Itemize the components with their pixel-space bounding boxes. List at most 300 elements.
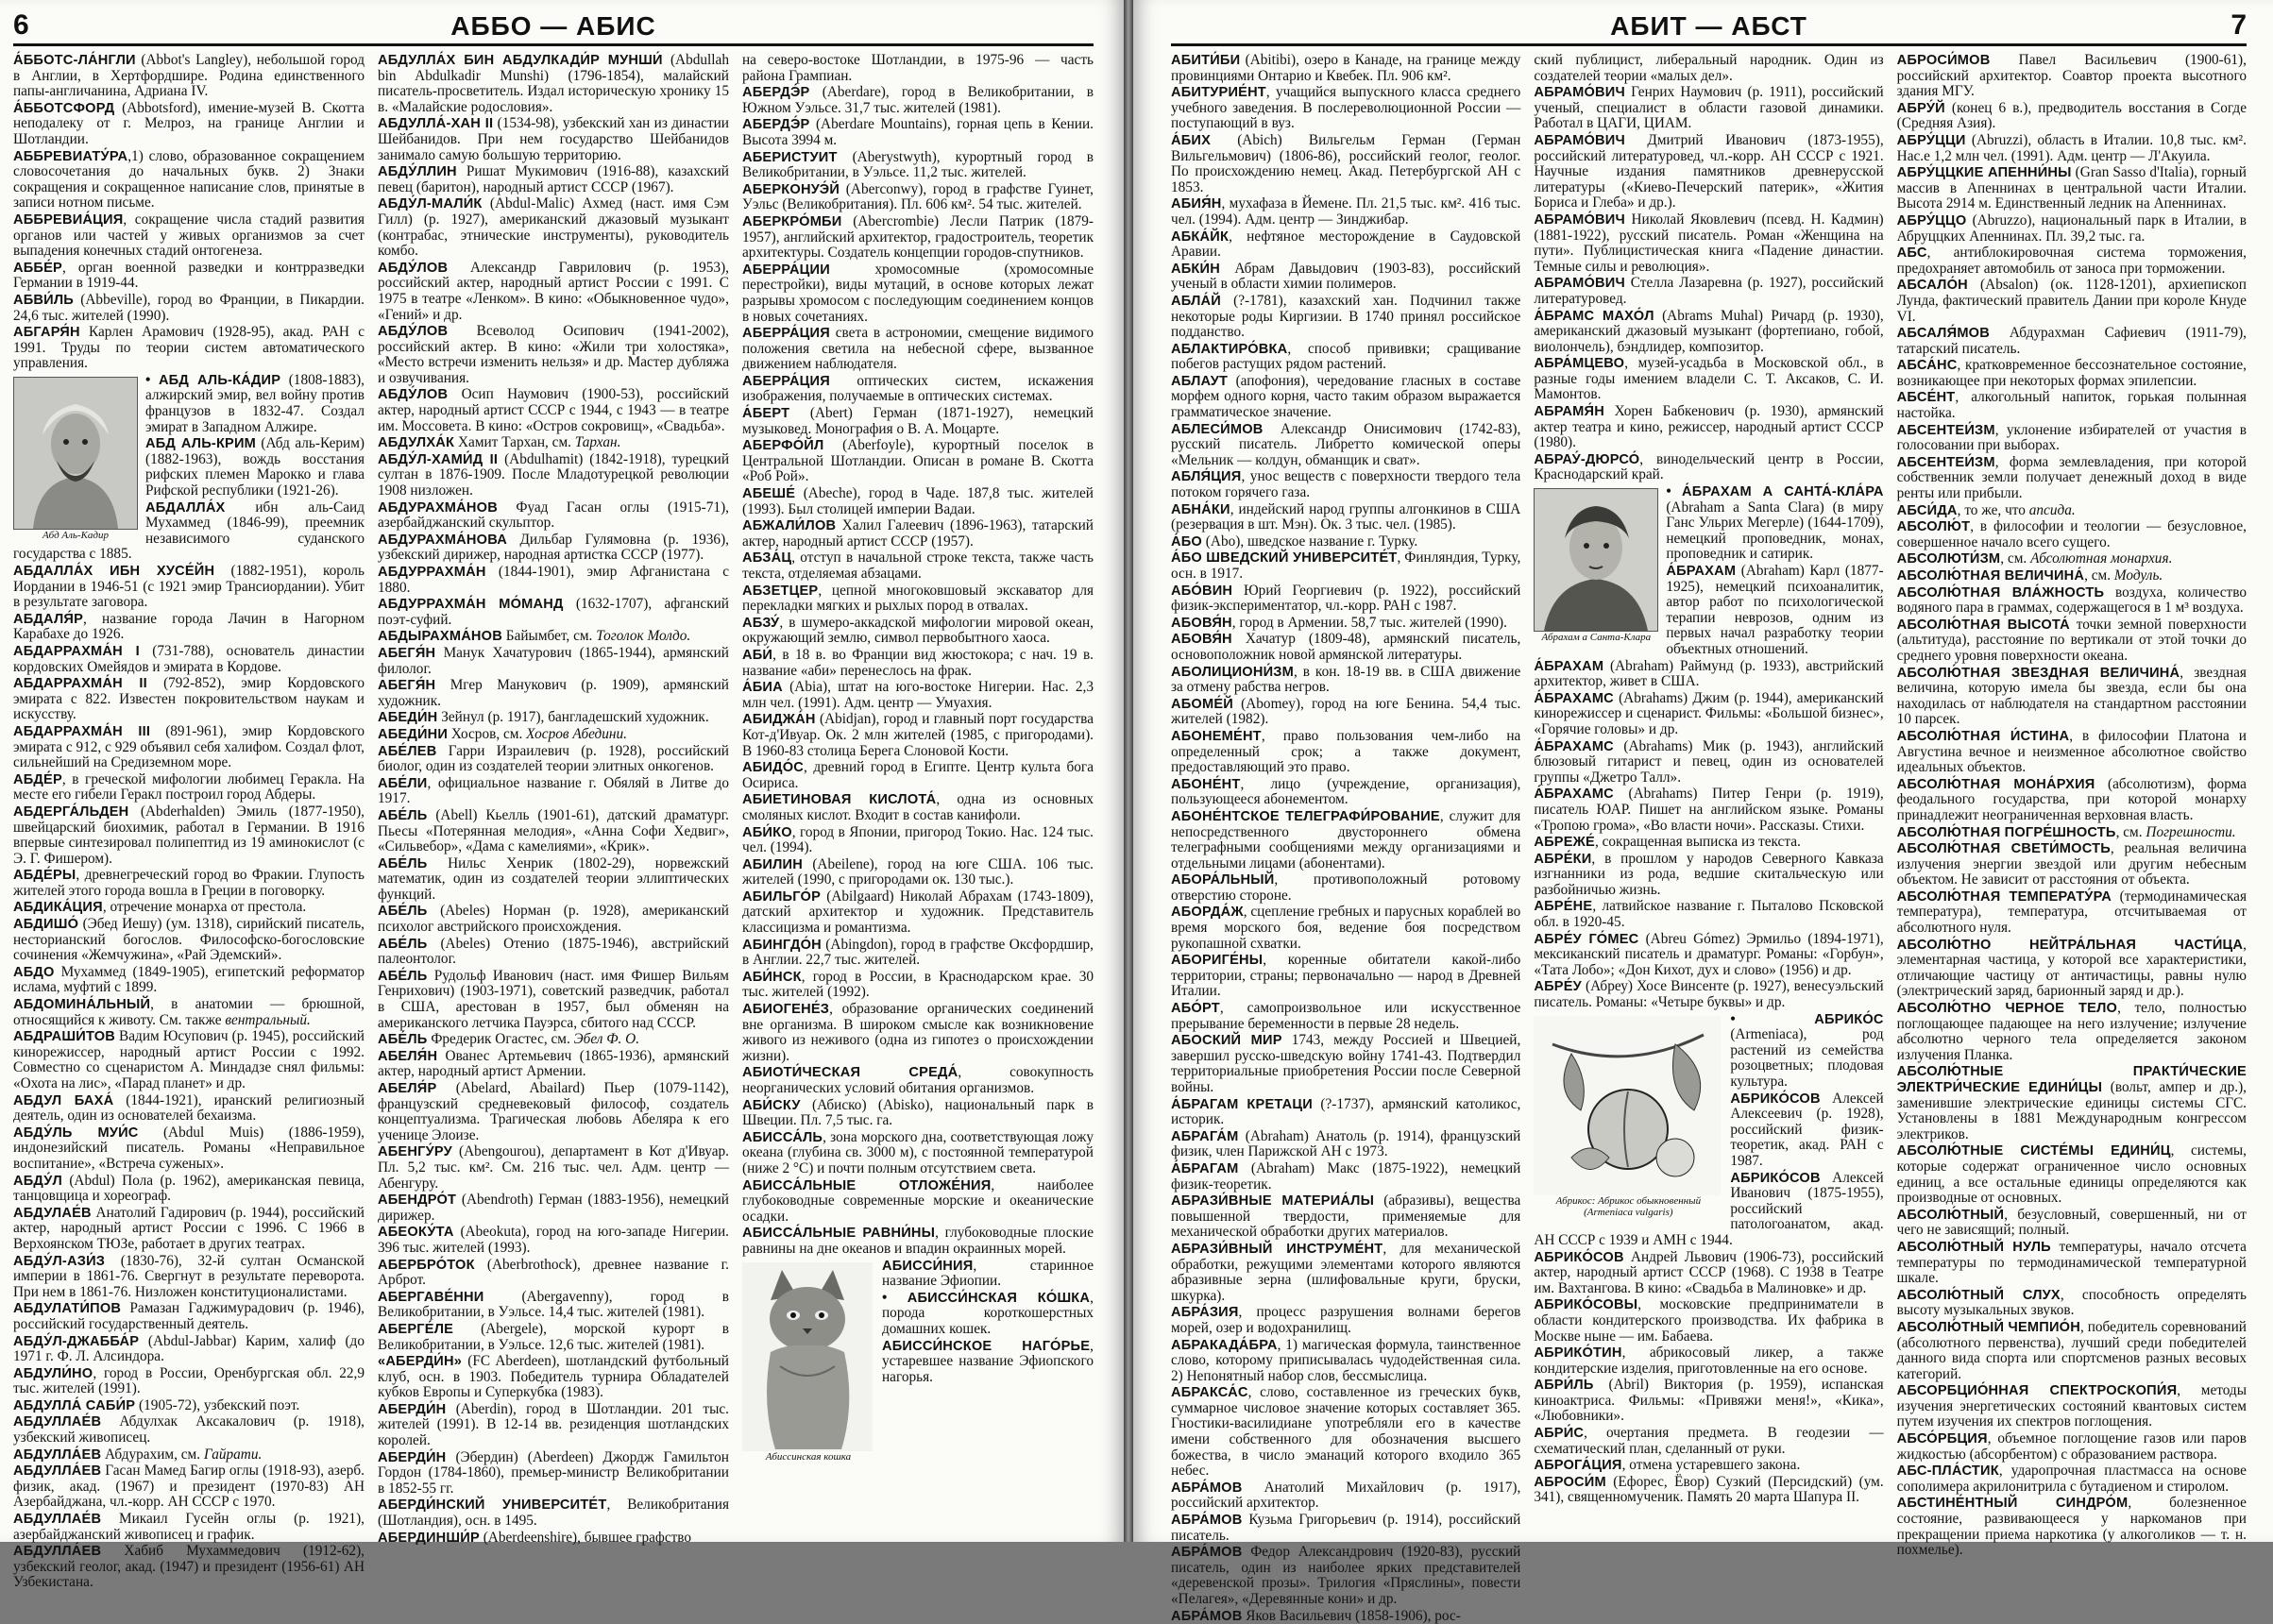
dictionary-entry (378, 808, 729, 855)
dictionary-entry (1534, 1378, 1883, 1425)
entry-definition: Ришат Мукимович (1916-88), казахский певец (баритон), народный артист СССР (1967). (378, 163, 729, 195)
dictionary-entry (378, 1225, 729, 1256)
entry-definition: (Abdul) Пола (р. 1962), американская певица, танцовщица и хореограф. (13, 1172, 365, 1205)
entry-headword: АБДУ́ЛОВ (378, 260, 449, 276)
entry-headword: АБДУРРАХМА́Н МО́МАНД (378, 597, 564, 613)
entry-headword: АБСОЛЮ́ТНАЯ ТЕМПЕРАТУ́РА (1896, 888, 2112, 905)
dictionary-entry (1897, 53, 2247, 100)
entry-definition: Юрий Георгиевич (р. 1922), российский физик-экспериментатор, чл.-корр. РАН с 1987. (1171, 582, 1521, 615)
dictionary-entry (1897, 101, 2247, 132)
entry-headword: АБРУ́ЦЦКИЕ АПЕННИ́НЫ (1896, 165, 2072, 181)
dictionary-entry (378, 727, 729, 743)
dictionary-entry (378, 261, 729, 323)
dictionary-entry (1171, 905, 1520, 952)
entry-definition: Дмитрий Иванович (1873-1955), российский литературовед, чл.-корр. АН СССР с 1921. Научные издания памятников древнерусской литературы («Киево-Печерский патерик», «Жития Бориса и Глеба» и др.). (1534, 131, 1884, 211)
dictionary-entry (378, 1497, 729, 1529)
entry-headword: АБЕРГЕ́ЛЕ (378, 1321, 454, 1337)
entry-headword: АББРЕВИА́ЦИЯ (13, 211, 124, 228)
dictionary-entry (1897, 551, 2247, 567)
entry-definition: (Aberdare), город в Великобритании, в Южном Уэльсе. 31,7 тыс. жителей (1981). (742, 84, 1094, 116)
dictionary-entry (1171, 1097, 1520, 1128)
entry-definition: , в греческой мифологии любимец Геракла. На месте его гибели Геракл построил город Абдеры. (13, 770, 365, 804)
dictionary-entry (1897, 390, 2247, 421)
entry-headword: АБРУ́Й (1896, 100, 1945, 116)
entry-headword: АБС-ПЛА́СТИК (1896, 1463, 1999, 1480)
dictionary-entry (742, 616, 1094, 647)
entry-definition: , процесс разрушения волнами берегов морей, озер и водохранилищ. (1171, 1304, 1521, 1336)
dictionary-entry (1171, 584, 1520, 615)
dictionary-entry (13, 1174, 365, 1205)
entry-headword: АБДУ́Л-МАЛИ́К (378, 196, 483, 212)
entry-headword: АБИ́СКУ (742, 1097, 801, 1113)
entry-definition: (Abergele), морской курорт в Великобритании, в Уэльсе. 12,6 тыс. жителей (1981). (378, 1320, 729, 1353)
dictionary-entry (742, 518, 1094, 550)
entry-headword: АБСОЛЮ́ТНЫЙ СЛУХ (1896, 1287, 2061, 1303)
dictionary-entry (1534, 404, 1883, 451)
dictionary-entry (1534, 835, 1883, 851)
figure-caption: Абрахам а Санта-Клара (1541, 632, 1652, 644)
entry-definition: ,1) слово, образованное сокращением словосочетания до начальных букв. 2) Знаки сокращения и сокращенное написание слов, принятые в записи нотном письме. (13, 147, 365, 211)
entry-definition: , см. (2115, 823, 2146, 840)
dictionary-entry (1897, 1288, 2247, 1319)
entry-definition: (792-852), эмир Кордовского эмирата с 822. Известен покровительством наукам и искусству. (13, 675, 365, 723)
entry-definition: (Abraham) Анатоль (р. 1914), французский физик, член Парижской АН с 1973. (1171, 1127, 1521, 1160)
entry-definition: 1743, между Россией и Швецией, завершил русско-шведскую войну 1741-43. Подтвердил территориальные приобретения России после Северной войны. (1171, 1032, 1521, 1095)
entry-definition: , тело, полностью поглощающее падающее на него излучение; излучение абсолютно черного тела определяется законом излучения Планка. (1896, 1000, 2247, 1063)
entry-headword: АБСОЛЮ́ТНАЯ МОНА́РХИЯ (1896, 776, 2095, 792)
entry-definition: Хорен Бабкенович (р. 1930), армянский актер театра и кино, режиссер, народный артист СССР (1980). (1534, 403, 1884, 451)
dictionary-entry (742, 117, 1094, 148)
entry-headword: АБДУЛЛА́ЕВ (13, 1544, 102, 1560)
entry-definition: (Abreu Gómez) Эрмильо (1894-1971), мексиканский писатель и драматург. Романы: «Горбун», «Тата Лобо»; «Дон Кихот, дух и слово» (1956) и др. (1534, 930, 1884, 978)
dictionary-entry (378, 387, 729, 434)
dictionary-entry (742, 825, 1094, 856)
entry-definition: (Абд аль-Керим) (1882-1963), вождь восстания рифских племен Марокко и глава Рифской республики (1921-26). (145, 435, 365, 499)
dictionary-entry (378, 937, 729, 968)
entry-definition: , унос веществ с поверхности твердого тела потоком горячего газа. (1171, 468, 1521, 501)
entry-headword: АБЕРБРО́ТОК (378, 1257, 475, 1273)
entry-definition: , очертания предмета. В геодезии — схематический план, сделанный от руки. (1534, 1425, 1884, 1457)
entry-cross-reference: Эбел Ф. О. (573, 1031, 640, 1048)
dictionary-entry (1897, 1208, 2247, 1239)
dictionary-entry (1534, 1426, 1883, 1457)
entry-headword: АБЕРРА́ЦИЯ (742, 373, 830, 389)
entry-definition: (Abruzzi), область в Италии. 10,8 тыс. км². Нас.е 1,2 млн чел. (1991). Адм. центр — Л'Акуила. (1896, 131, 2247, 164)
entry-headword: АБИДО́С (742, 760, 805, 776)
entry-headword: АБДАЛЛА́Х (145, 499, 226, 516)
entry-headword: А́БИХ (1171, 132, 1212, 148)
dictionary-entry (1171, 502, 1520, 533)
entry-definition: Абдулхак Аксакалович (р. 1918), узбекский живописец. (13, 1413, 365, 1446)
entry-definition: (Aberdeenshire), бывшее графство (479, 1529, 692, 1546)
entry-definition: (Абиско) (Abisko), национальный парк в Швеции. Пл. 7,5 тыс. га. (742, 1096, 1094, 1129)
dictionary-entry (13, 261, 365, 292)
entry-definition: (Abraham) Раймунд (р. 1933), австрийский архитектор, живет в США. (1534, 657, 1884, 690)
dictionary-entry (742, 680, 1094, 711)
entry-definition: Николай Яковлевич (псевд. Н. Кадмин) (1881-1922), русский писатель. Роман «Женщина на пути». Публицистическая книга «Падение династии. Темные силы и революция». (1534, 211, 1884, 275)
entry-headword: АББРЕВИАТУ́РА (13, 148, 128, 164)
dictionary-entry (742, 760, 1094, 791)
entry-definition: (термодинамическая температура), температура, отсчитываемая от абсолютного нуля. (1896, 888, 2247, 937)
dictionary-entry (378, 53, 729, 115)
dictionary-entry (1534, 1250, 1883, 1297)
entry-headword: АБРИКО́СОВ (1730, 1170, 1821, 1186)
entry-headword: АБРАМО́ВИЧ (1534, 276, 1625, 292)
entry-headword: АБДУЛЛАЕ́В (13, 1414, 102, 1430)
left-page (0, 0, 1124, 1591)
dictionary-entry (742, 970, 1094, 1001)
entry-definition: Карлен Арамович (1928-95), акад. РАН с 1991. Труды по теории систем автоматического управления. (13, 324, 365, 372)
dictionary-entry (13, 804, 365, 867)
dictionary-entry (1897, 165, 2247, 212)
dictionary-entry (378, 500, 729, 532)
entry-definition: , в 18 в. во Франции вид жюстокора; с нач. 19 в. название «аби» перенеслось на фрак. (742, 646, 1094, 679)
entry-definition: , древнегреческий город во Фракии. Глупость жителей этого города вошла в Греции в поговорку. (13, 867, 365, 899)
dictionary-entry (1171, 1609, 1520, 1624)
entry-headword: АБЗЕТЦЕР (742, 583, 819, 599)
entry-headword: АБИЯ́Н (1171, 196, 1222, 212)
entry-definition: (Abo), шведское название г. Турку. (1201, 533, 1418, 550)
entry-definition: , в кон. 18-19 вв. в США движение за отмену рабства негров. (1171, 663, 1521, 696)
entry-headword: АБСИ́ДА (1896, 502, 1958, 518)
entry-headword: АБС (1896, 245, 1927, 262)
entry-headword: АБСОЛЮ́ТНЫЕ СИСТЕ́МЫ ЕДИНИ́Ц (1896, 1143, 2171, 1159)
dictionary-entry (13, 1254, 365, 1301)
entry-cross-reference: Хосров Абедини. (526, 725, 627, 742)
dictionary-entry (1897, 1383, 2247, 1430)
dictionary-entry (378, 776, 729, 807)
portrait-image (1534, 488, 1658, 632)
entry-headword: А́БЕРТ (742, 406, 790, 422)
entry-headword: АБЕЛЯ́Н (378, 1048, 438, 1064)
entry-definition: , право пользования чем-либо на определенный срок; а также документ, предоставляющий это право. (1171, 727, 1521, 776)
entry-headword: АБЕГЯ́Н (378, 645, 436, 661)
dictionary-entry (378, 533, 729, 564)
entry-definition: (Abrahams) Мик (р. 1943), английский блюзовый гитарист и певец, один из основателей группы «Джетро Талл». (1534, 737, 1884, 786)
entry-definition: Генрих Наумович (р. 1911), российский ученый, специалист в области газовой динамики. Работал в ЦАГИ, ЦИАМ. (1534, 84, 1884, 132)
dictionary-entry (378, 1193, 729, 1224)
figure-caption: Абиссинская кошка (765, 1450, 852, 1463)
entry-definition: Абрам Давыдович (1903-83), российский ученый в области химии полимеров. (1171, 260, 1521, 293)
dictionary-entry (1897, 729, 2247, 776)
entry-definition: точки земной поверхности (альтитуда), расстояние по вертикали от этой точки до среднего уровня поверхности океана. (1896, 616, 2247, 664)
entry-cross-reference: апсида. (2028, 501, 2076, 518)
entry-definition: (?-1781), казахский хан. Подчинил также некоторые роды Киргизии. В 1740 принял российское подданство. (1171, 292, 1521, 341)
entry-definition: Стелла Лазаревна (р. 1927), российский литературовед. (1534, 275, 1884, 307)
left-page-header (13, 11, 1094, 46)
entry-definition: , системы, которые содержат ограниченное число основных единиц, а все остальные единицы определяются как производные от основных. (1896, 1142, 2247, 1207)
entry-headword: АБЕДИ́Н (378, 710, 438, 726)
dictionary-entry (378, 565, 729, 596)
entry-bullet: • (145, 371, 159, 388)
dictionary-entry (1534, 659, 1883, 690)
entry-headword: АБО́ВИН (1171, 583, 1233, 599)
entry-headword: АБОРИГЕ́НЫ (1171, 953, 1264, 969)
entry-definition: , древний город в Египте. Центр культа бога Осириса. (742, 759, 1094, 791)
entry-cross-reference: Модуль. (2113, 567, 2163, 584)
entry-headword: АБЛА́Й (1171, 293, 1221, 309)
dictionary-entry (742, 550, 1094, 582)
entry-definition: воздуха, количество водяного пара в граммах, содержащегося в 1 м³ воздуха. (1896, 584, 2247, 617)
entry-headword: АБИССИ́НИЯ (882, 1258, 974, 1274)
entry-headword: АБСОЛЮ́ТНАЯ СВЕТИ́МОСТЬ (1896, 841, 2111, 857)
dictionary-entry (1171, 777, 1520, 808)
entry-headword: АБОРДА́Ж (1171, 905, 1244, 921)
entry-headword: АБДУЛЛА́ЕВ (13, 1446, 102, 1463)
dictionary-entry (378, 1322, 729, 1353)
dictionary-entry (1171, 196, 1520, 228)
entry-headword: АБЕ́ЛЬ (378, 855, 428, 871)
entry-definition: (Abeles) Отенио (1875-1946), австрийский палеонтолог. (378, 935, 729, 968)
column (1534, 53, 1883, 1523)
dictionary-entry (742, 326, 1094, 373)
dictionary-entry (13, 868, 365, 899)
entry-definition: (Abidjan), город и главный порт государства Кот-д'Ивуар. Ок. 2 млн жителей (1985, с пригородами). В 1960-83 столица Берега Слоновой Кости. (742, 711, 1094, 759)
entry-headword: АБДУЛЛА́-ХАН II (378, 116, 494, 132)
entry-definition: (Abrams Muhal) Ричард (р. 1930), американский джазовый музыкант (фортепиано, гобой, виолончель), бэндлидер, композитор. (1534, 307, 1884, 355)
entry-definition: , официальное название г. Обяляй в Литве до 1917. (378, 774, 729, 807)
entry-definition: , сцепление гребных и парусных кораблей во время морского боя, ведение боя посредством рукопашной схватки. (1171, 904, 1521, 952)
entry-headword: АБЗА́Ц (742, 550, 792, 567)
entry-headword: А́БРАГАМ (1171, 1160, 1239, 1176)
dictionary-entry (378, 744, 729, 775)
entry-headword: АБЕНГУ́РУ (378, 1144, 452, 1160)
entry-definition: (1830-76), 32-й султан Османской империи в 1861-76. Свергнут в результате переворота. При нем в 1861-76. Низложен конституционалистами. (13, 1252, 365, 1300)
running-head: АББО — АБИС (450, 11, 656, 41)
dictionary-entry (1897, 1064, 2247, 1142)
dictionary-entry (1171, 133, 1520, 195)
cat-figure (742, 1262, 874, 1463)
entry-headword: АБДУ́Л (13, 1173, 62, 1189)
entry-definition: , самопроизвольное или искусственное прерывание беременности в первые 28 недель. (1171, 1000, 1521, 1032)
entry-headword: А́БРАХАМС (1534, 787, 1614, 803)
dictionary-entry (13, 53, 365, 100)
dictionary-entry (1171, 1545, 1520, 1607)
entry-definition: (Aberdare Mountains), горная цепь в Кении. Высота 3994 м. (742, 116, 1094, 148)
dictionary-entry (1534, 1297, 1883, 1345)
entry-definition: Федор Александрович (1920-83), русский писатель, один из наиболее ярких представителей «деревенской прозы». Трилогия «Пряслины», повести «Пелагея», «Деревянные кони» и др. (1171, 1544, 1521, 1607)
dictionary-entry (13, 1366, 365, 1397)
entry-headword: АБДУЛАТИ́ПОВ (13, 1301, 122, 1317)
entry-headword: АБО́РТ (1171, 1001, 1220, 1017)
entry-definition: (Gran Sasso d'Italia), горный массив в Апеннинах в центральной части Италии. Высота 2914 м. Единственный ледник на Апеннинах. (1896, 164, 2247, 212)
entry-definition: (Abdulhamit) (1842-1918), турецкий султан в 1876-1909. После Младотурецкой революции 1908 низложен. (378, 450, 730, 499)
portrait-figure (13, 377, 138, 541)
figure-caption: Абд Аль-Кадир (42, 529, 109, 541)
entry-headword: АБДЕ́Р (13, 771, 62, 787)
entry-headword: АБЕШЕ́ (742, 486, 796, 502)
entry-definition: , латвийское название г. Пыталово Псковской обл. в 1920-45. (1534, 898, 1884, 931)
dictionary-entry (1534, 133, 1883, 211)
dictionary-entry (1534, 787, 1883, 834)
dictionary-entry (1897, 1496, 2247, 1558)
entry-definition: , безусловный, совершенный, ни от чего не зависящий; полный. (1896, 1206, 2247, 1239)
portrait-image (13, 377, 138, 530)
dictionary-entry (1897, 423, 2247, 454)
entry-definition: (Эбед Иешу) (ум. 1318), сирийский писатель, несторианский богослов. Философско-богословские сочинения «Жемчужина», «Рай Эдемский». (13, 916, 365, 964)
entry-headword: АБРА́МОВ (1171, 1480, 1243, 1496)
entry-headword: АБДУ́ЛЛИН (378, 164, 457, 180)
dictionary-entry (1171, 953, 1520, 1000)
entry-headword: АБЖАЛИ́ЛОВ (742, 518, 837, 534)
entry-definition: (Abbot's Langley), небольшой город в Англии, в Хертфордшире. Родина единственного папы-англичанина, Адриана IV. (13, 52, 365, 100)
dictionary-entry (378, 710, 729, 726)
dictionary-entry (1171, 616, 1520, 632)
entry-bullet: • (1730, 1010, 1815, 1027)
entry-definition: , зона морского дна, соответствующая ложу океана (глубина св. 3000 м), с постоянной температурой (ниже 2 °С) и почти полным отсутствием света. (742, 1128, 1094, 1176)
entry-headword: АБОВЯ́Н (1171, 615, 1232, 631)
entry-headword: АБЛЕСИ́МОВ (1171, 421, 1264, 437)
dictionary-entry (378, 1258, 729, 1289)
entry-definition: , для механической обработки, режущими элементами которого являются абразивные зерна (шлифовальные круги, бруски, шкурка). (1171, 1240, 1521, 1304)
entry-headword: АБЕРДИ́НСКИЙ УНИВЕРСИТЕ́Т (378, 1497, 607, 1514)
dictionary-entry (13, 965, 365, 996)
entry-definition: (Abert) Герман (1871-1927), немецкий музыковед. Монография о В. А. Моцарте. (742, 405, 1094, 437)
entry-headword: АБРА́МЦЕВО (1534, 356, 1625, 372)
entry-definition: , способ прививки; сращивание побегов растущих рядом растений. (1171, 340, 1521, 373)
entry-headword: АБИ́ (742, 647, 773, 663)
dictionary-entry (1171, 1480, 1520, 1512)
entry-cross-reference: Абсолютная монархия. (2030, 550, 2173, 567)
entry-definition: (апофония), чередование гласных в составе морфем одного корня, часто таким образом выражается грамматическое значение. (1171, 372, 1521, 421)
entry-headword: АБЕРКРО́МБИ (742, 213, 842, 229)
column (1896, 52, 2247, 1559)
entry-definition: Вадим Юсупович (р. 1945), российский кинорежиссер, народный артист России с 1992. Совместно со сценаристом А. Миндадзе снял фильмы: «Охота на лис», «Парад планет» и др. (13, 1028, 365, 1091)
entry-definition: (Abraham) Макс (1875-1922), немецкий физик-теоретик. (1171, 1159, 1521, 1193)
entry-definition: , победитель соревнований (абсолютного первенства), лучший среди победителей данного вида спорта или спортсменов разных весовых категорий. (1896, 1318, 2247, 1382)
entry-headword: АБЛАКТИРО́ВКА (1171, 341, 1288, 357)
entry-headword: АБЕРГАВЕ́ННИ (378, 1289, 484, 1305)
entry-definition: (Abelard, Abailard) Пьер (1079-1142), французский средневековый философ, создатель концептуализма. Трагическая любовь Абеляра к его ученице Элоизе. (378, 1080, 729, 1143)
entry-definition: Всеволод Осипович (1941-2002), российский актер. В кино: «Жили три холостяка», «Место встречи изменить нельзя» и др. Мастер дубляжа и озвучивания. (378, 323, 729, 386)
entry-definition: оптических систем, искажения изображения, получаемые в оптических системах. (742, 372, 1094, 405)
entry-headword: АБДУЛЛА́ЕВ (13, 1463, 102, 1480)
dictionary-entry (1534, 53, 1883, 84)
entry-definition: , индейский народ группы алгонкинов в США (резервация в шт. Мэн). Ок. 3 тыс. чел. (1985). (1171, 500, 1521, 533)
entry-headword: АБОРА́ЛЬНЫЙ (1171, 872, 1275, 888)
entry-headword: А́ББОТС-ЛА́НГЛИ (13, 53, 136, 68)
entry-definition: (Abruzzo), национальный парк в Италии, в Абруццких Апеннинах. Пл. 39,2 тыс. га. (1896, 211, 2247, 245)
entry-headword: АБЕ́ЛИ (378, 775, 428, 791)
dictionary-entry (1171, 374, 1520, 421)
entry-headword: АБЕРРА́ЦИИ (742, 262, 830, 278)
entry-definition: (Abendroth) Герман (1883-1956), немецкий дирижер. (378, 1192, 729, 1224)
entry-definition: (вольт, ампер и др.), заменившие электрические единицы системы СГС. Установлены в 1881 Международным конгрессом электриков. (1896, 1079, 2247, 1142)
entry-headword: АБЕЛЯ́Р (378, 1081, 437, 1096)
entry-definition: (Abbeville), город во Франции, в Пикардии. 24,6 тыс. жителей (1990). (13, 291, 365, 324)
dictionary-entry (1534, 932, 1883, 979)
entry-definition: Фуад Гасан оглы (1915-71), азербайджанский скульптор. (378, 499, 729, 532)
right-page (1133, 0, 2273, 1624)
dictionary-entry (378, 164, 729, 195)
entry-headword: АБРАЗИ́ВНЫЙ ИНСТРУМЕ́НТ (1171, 1241, 1383, 1257)
dictionary-entry (1171, 1242, 1520, 1304)
entry-definition: , город в Армении. 58,7 тыс. жителей (1990). (1231, 614, 1507, 631)
dictionary-entry (378, 1531, 729, 1547)
entry-definition: Халил Галеевич (1896-1963), татарский актер, народный артист СССР (1957). (742, 517, 1094, 550)
dictionary-entry (13, 149, 365, 211)
dictionary-entry (13, 1301, 365, 1332)
dictionary-entry (378, 1081, 729, 1143)
dictionary-entry (1534, 1345, 1883, 1377)
entry-headword: АБОЛИЦИОНИ́ЗМ (1171, 664, 1294, 680)
entry-headword: АБИТУРИЕ́НТ (1171, 85, 1266, 101)
entry-headword: АБРИ́С (1534, 1426, 1585, 1442)
dictionary-entry (1897, 503, 2247, 519)
entry-headword: АБСОРБЦИО́ННАЯ СПЕКТРОСКОПИ́Я (1896, 1383, 2178, 1399)
entry-headword: А́БО (1171, 533, 1202, 550)
dictionary-entry (1171, 469, 1520, 500)
entry-headword: АБЕ́ЛЬ (378, 936, 428, 952)
right-page-header (1171, 11, 2247, 46)
entry-headword: АБОМЕ́Й (1171, 696, 1233, 712)
entry-definition: , в философии и теологии — безусловное, совершенное начало всего сущего. (1896, 518, 2247, 550)
entry-definition: (Abingdon), город в графстве Оксфордшир, в Англии. 22,7 тыс. жителей. (742, 936, 1094, 969)
dictionary-entry (378, 969, 729, 1031)
dictionary-entry (13, 1463, 365, 1511)
entry-definition: (1808-1883), алжирский эмир, вел войну против французов в 1832-47. Создал эмират в Западном Алжире. (145, 371, 365, 435)
column (13, 52, 365, 1591)
entry-definition: на северо-востоке Шотландии, в 1975-96 — часть района Грампиан. (742, 52, 1094, 84)
entry-definition: , то же, что (1957, 501, 2029, 518)
entry-headword: АБРУ́ЦЦИ (1896, 132, 1966, 148)
dictionary-entry (1897, 585, 2247, 617)
dictionary-entry (742, 792, 1094, 823)
entry-headword: АБИССА́ЛЬНЫЕ РАВНИ́НЫ (742, 1226, 936, 1242)
dictionary-entry (742, 1098, 1094, 1129)
entry-headword: А́ББОТСФОРД (13, 100, 115, 116)
entry-headword: АБРИКО́СОВ (1534, 1249, 1624, 1265)
entry-definition: , сокращение числа стадий развития органов или частей у живых организмов за счет выпадения конечных стадий онтогенеза. (13, 211, 365, 260)
entry-headword: АБРЕ́КИ (1534, 851, 1592, 867)
entry-headword: АБЕРДЭ́Р (742, 85, 810, 101)
entry-definition: (Abraham) Карл (1877-1925), немецкий психоаналитик, автор работ по психологической терапии неврозов, одним из первых начал разработку теории объектных отношений. (1666, 563, 1884, 657)
entry-definition: (1905-72), узбекский поэт. (135, 1396, 300, 1413)
dictionary-entry (1897, 1431, 2247, 1463)
entry-headword: АБДЕРГА́ЛЬДЕН (13, 804, 129, 820)
entry-definition: , московские предприниматели в области кондитерского производства. Их фабрика в Москве ныне — им. Бабаева. (1534, 1296, 1884, 1345)
entry-headword: АБСЕ́НТ (1896, 390, 1956, 406)
abyssinian-cat-image (742, 1262, 873, 1451)
dictionary-entry (1171, 1338, 1520, 1385)
entry-headword: АБКА́ЙК (1171, 228, 1230, 245)
dictionary-entry (742, 1065, 1094, 1096)
entry-headword: АБЕ́ЛЬ (378, 1032, 428, 1048)
dictionary-entry (13, 644, 365, 675)
entry-headword: АБСОЛЮ́ТНАЯ ВЛА́ЖНОСТЬ (1896, 584, 2105, 601)
entry-headword: АБДЕ́РЫ (13, 868, 76, 884)
entry-definition: , алкогольный напиток, горькая полынная настойка. (1896, 389, 2247, 422)
entry-definition: , Финляндия, Турку, осн. в 1917. (1171, 550, 1521, 582)
entry-headword: АБДУ́ЛЬ МУИ́С (13, 1125, 139, 1141)
entry-definition: , лицо (учреждение, организация), пользующееся абонементом. (1171, 775, 1521, 808)
dictionary-entry (1897, 825, 2247, 841)
entry-definition: , см. (2084, 567, 2114, 584)
entry-definition: , ударопрочная пластмасса на основе сополимера акрилонитрила с бутадиеном и стиролом. (1896, 1463, 2247, 1495)
entry-definition: Яков Васильевич (1858-1906), рос- (1242, 1607, 1461, 1624)
dictionary-entry (1897, 519, 2247, 550)
dictionary-entry (1897, 617, 2247, 665)
entry-definition: (Armeniaca), род растений из семейства розоцветных; плодовая культура. (1730, 1026, 1884, 1090)
entry-definition: , орган военной разведки и контрразведки Германии в 1919-44. (13, 259, 365, 292)
entry-headword: АБИНГДО́Н (742, 937, 822, 953)
entry-headword: АБИОТИ́ЧЕСКАЯ СРЕДА́ (742, 1065, 958, 1081)
dictionary-entry (13, 1512, 365, 1543)
dictionary-entry (1897, 666, 2247, 728)
entry-definition: , мухафаза в Йемене. Пл. 21,5 тыс. км². 416 тыс. чел. (1994). Адм. центр — Зинджибар. (1171, 195, 1521, 228)
entry-headword: АБРЕ́У ГО́МЕС (1534, 931, 1639, 947)
entry-definition: Александр Онисимович (1742-83), русский писатель. Либретто комической оперы «Мельник — колдун, обманщик и сват». (1171, 420, 1521, 468)
